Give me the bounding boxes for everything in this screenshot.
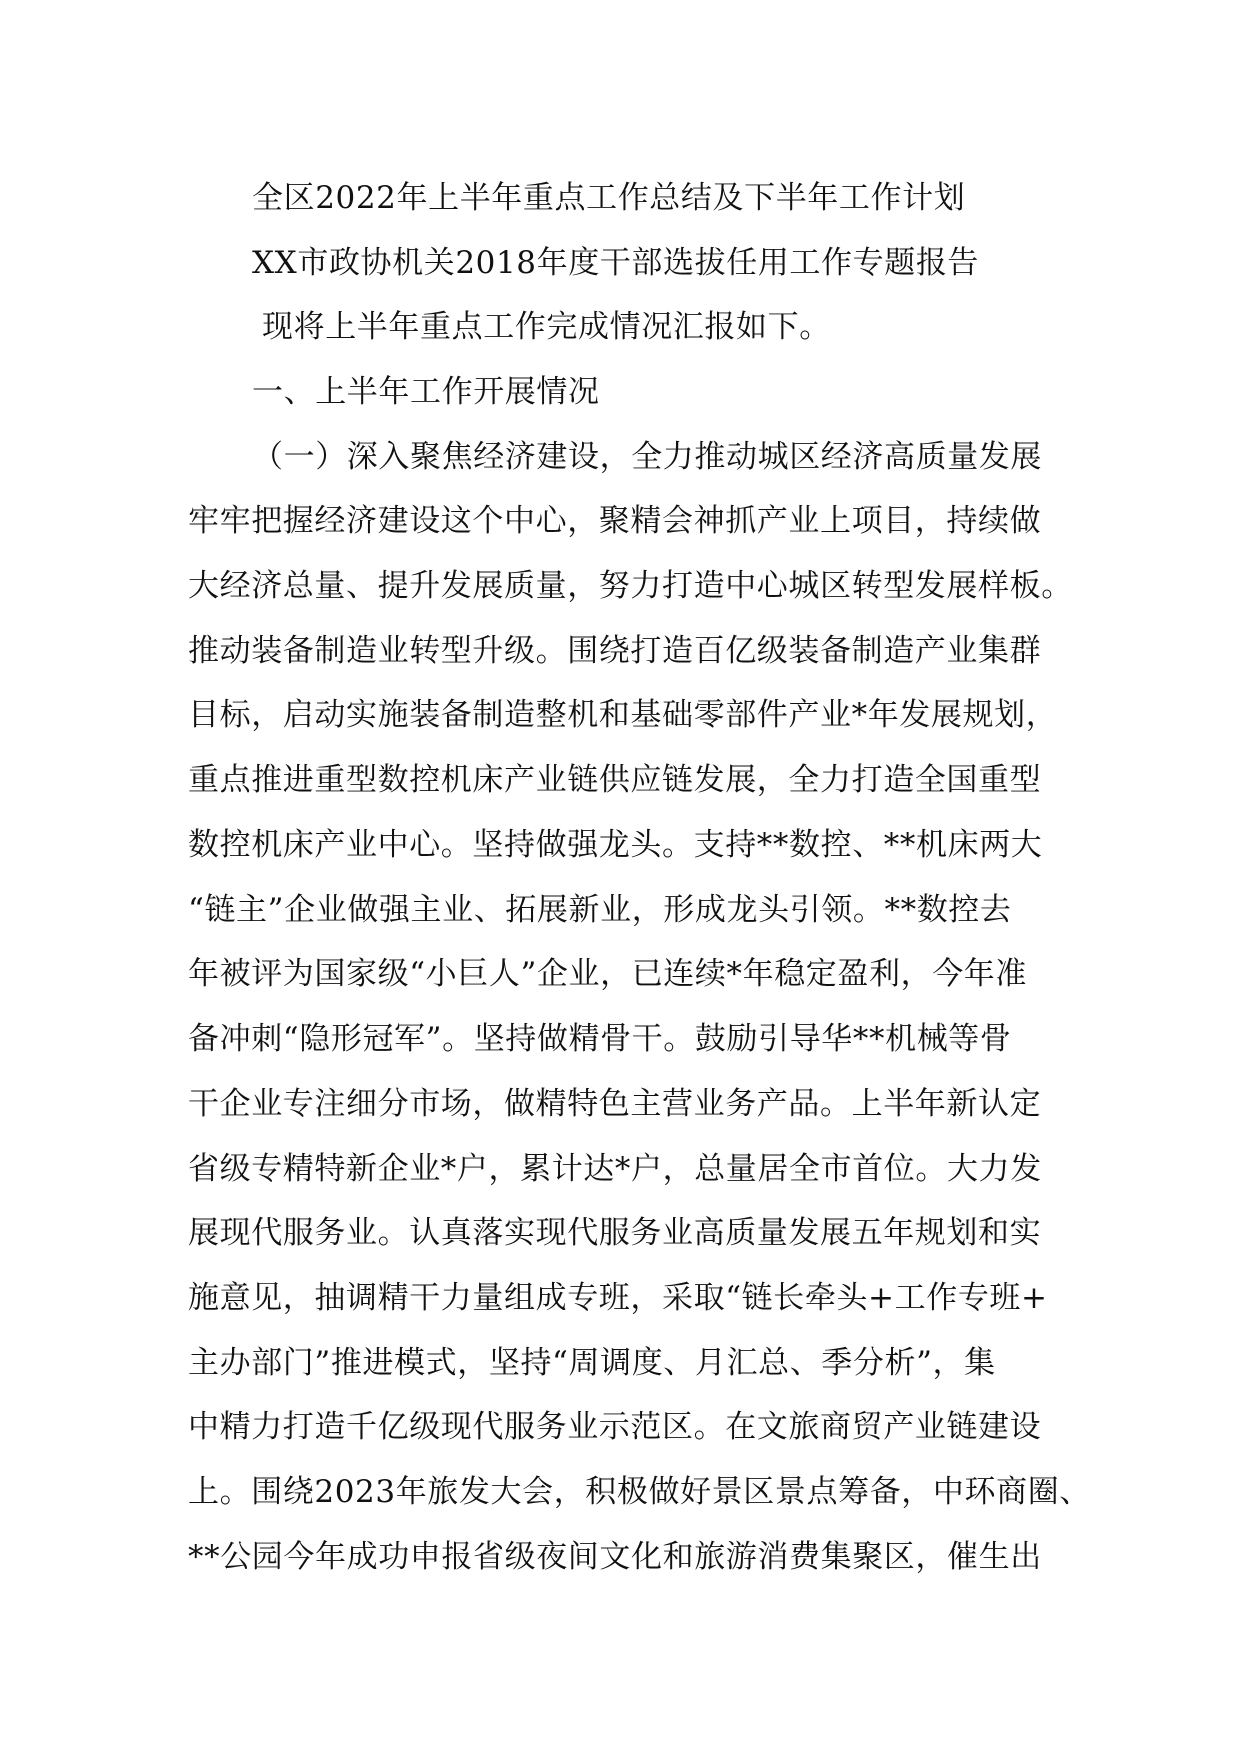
- subsection-heading: （一）深入聚焦经济建设，全力推动城区经济高质量发展: [252, 439, 1042, 475]
- document-title-1: 全区2022年上半年重点工作总结及下半年工作计划: [252, 180, 966, 216]
- body-line-10: 干企业专注细分市场，做精特色主营业务产品。上半年新认定: [188, 1086, 1042, 1122]
- intro-line: 现将上半年重点工作完成情况汇报如下。: [262, 309, 831, 345]
- body-line-7: “链主”企业做强主业、拓展新业，形成龙头引领。**数控去: [188, 892, 1012, 928]
- body-line-16: 上。围绕2023年旅发大会，积极做好景区景点筹备，中环商圈、: [188, 1474, 1091, 1510]
- body-line-4: 目标，启动实施装备制造整机和基础零部件产业*年发展规划，: [188, 697, 1058, 733]
- body-line-12: 展现代服务业。认真落实现代服务业高质量发展五年规划和实: [188, 1215, 1042, 1251]
- body-line-13: 施意见，抽调精干力量组成专班，采取“链长牵头+工作专班+: [188, 1280, 1048, 1316]
- body-line-6: 数控机床产业中心。坚持做强龙头。支持**数控、**机床两大: [188, 827, 1043, 863]
- body-line-2: 大经济总量、提升发展质量，努力打造中心城区转型发展样板。: [188, 568, 1073, 604]
- body-line-17: **公园今年成功申报省级夜间文化和旅游消费集聚区，催生出: [188, 1539, 1042, 1575]
- document-title-2: XX市政协机关2018年度干部选拔任用工作专题报告: [252, 245, 980, 281]
- body-line-9: 备冲刺“隐形冠军”。坚持做精骨干。鼓励引导华**机械等骨: [188, 1021, 1012, 1057]
- body-line-8: 年被评为国家级“小巨人”企业，已连续*年稳定盈利，今年准: [188, 956, 1027, 992]
- body-line-1: 牢牢把握经济建设这个中心，聚精会神抓产业上项目，持续做: [188, 503, 1042, 539]
- body-line-14: 主办部门”推进模式，坚持“周调度、月汇总、季分析”，集: [188, 1345, 996, 1381]
- body-line-3: 推动装备制造业转型升级。围绕打造百亿级装备制造产业集群: [188, 633, 1042, 669]
- body-line-15: 中精力打造千亿级现代服务业示范区。在文旅商贸产业链建设: [188, 1409, 1042, 1445]
- section-heading: 一、上半年工作开展情况: [252, 374, 600, 410]
- body-line-11: 省级专精特新企业*户，累计达*户，总量居全市首位。大力发: [188, 1151, 1042, 1187]
- body-line-5: 重点推进重型数控机床产业链供应链发展，全力打造全国重型: [188, 762, 1042, 798]
